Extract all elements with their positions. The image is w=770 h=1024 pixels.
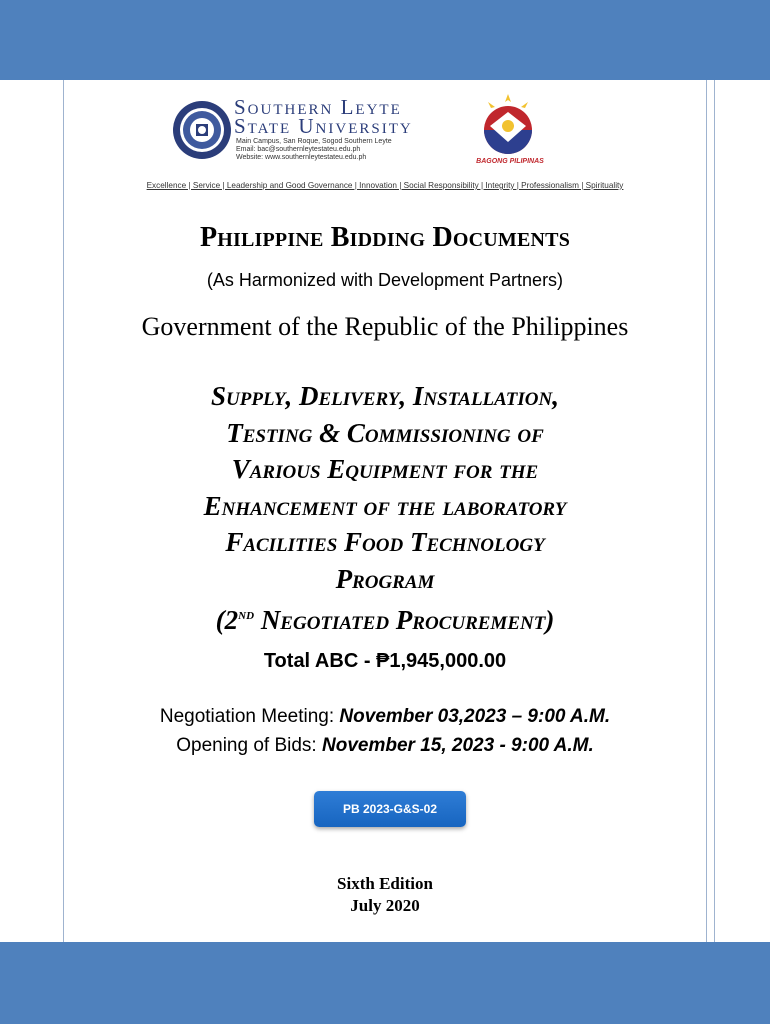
project-title-line: Various Equipment for the xyxy=(231,454,539,484)
project-title-line: Testing & Commissioning of xyxy=(226,417,544,448)
government-heading: Government of the Republic of the Philippines xyxy=(141,312,629,341)
opening-of-bids-value: November 15, 2023 - 9:00 A.M. xyxy=(322,735,594,756)
total-abc: Total ABC - ₱1,945,000.00 xyxy=(263,650,507,672)
page-border-left xyxy=(63,80,64,942)
page-border-right-outer xyxy=(714,80,715,942)
edition-info xyxy=(0,873,770,917)
university-motto: Excellence | Service | Leadership and Good Governance | Innovation | Social Responsibility | Integrity | Professionalism | Spirituality xyxy=(146,181,624,190)
top-banner xyxy=(0,0,770,80)
opening-of-bids-label: Opening of Bids: xyxy=(176,735,322,756)
university-seal-icon xyxy=(172,100,232,160)
university-address xyxy=(236,138,392,162)
project-title xyxy=(80,378,690,639)
bottom-banner xyxy=(0,942,770,1024)
document-subtitle: (As Harmonized with Development Partners) xyxy=(206,270,564,290)
project-title-line: Facilities Food Technology xyxy=(225,527,545,557)
address-line-3: Website: www.southernleytestateu.edu.ph xyxy=(236,154,367,161)
project-title-line: Program xyxy=(335,563,435,594)
opening-of-bids xyxy=(0,731,770,760)
pb-code-button[interactable]: PB 2023-G&S-02 xyxy=(314,791,466,827)
edition-date: July 2020 xyxy=(350,896,420,915)
project-title-line: Supply, Delivery, Installation, xyxy=(211,381,559,411)
address-line-1: Main Campus, San Roque, Sogod Southern Leyte xyxy=(236,138,392,145)
procurement-open: (2 xyxy=(215,605,239,635)
document-title: Philippine Bidding Documents xyxy=(199,222,571,253)
procurement-ordinal: nd xyxy=(238,607,255,623)
negotiation-meeting-label: Negotiation Meeting: xyxy=(159,706,340,727)
university-name-line1: Southern Leyte xyxy=(234,95,402,119)
page-border-right-inner xyxy=(706,80,707,942)
address-line-2: Email: bac@southernleytestateu.edu.ph xyxy=(236,146,361,153)
partner-logo-text: BAGONG PILIPINAS xyxy=(476,158,544,165)
document-header xyxy=(168,92,598,172)
university-name xyxy=(234,95,413,138)
edition-line: Sixth Edition xyxy=(337,874,433,893)
university-name-line2: State University xyxy=(234,114,413,138)
project-title-line: Enhancement of the laboratory xyxy=(203,490,567,521)
procurement-rest: Negotiated Procurement) xyxy=(254,605,555,635)
project-procurement-mode xyxy=(80,597,690,639)
negotiation-meeting xyxy=(0,702,770,731)
schedule xyxy=(0,702,770,760)
negotiation-meeting-value: November 03,2023 – 9:00 A.M. xyxy=(339,706,611,727)
